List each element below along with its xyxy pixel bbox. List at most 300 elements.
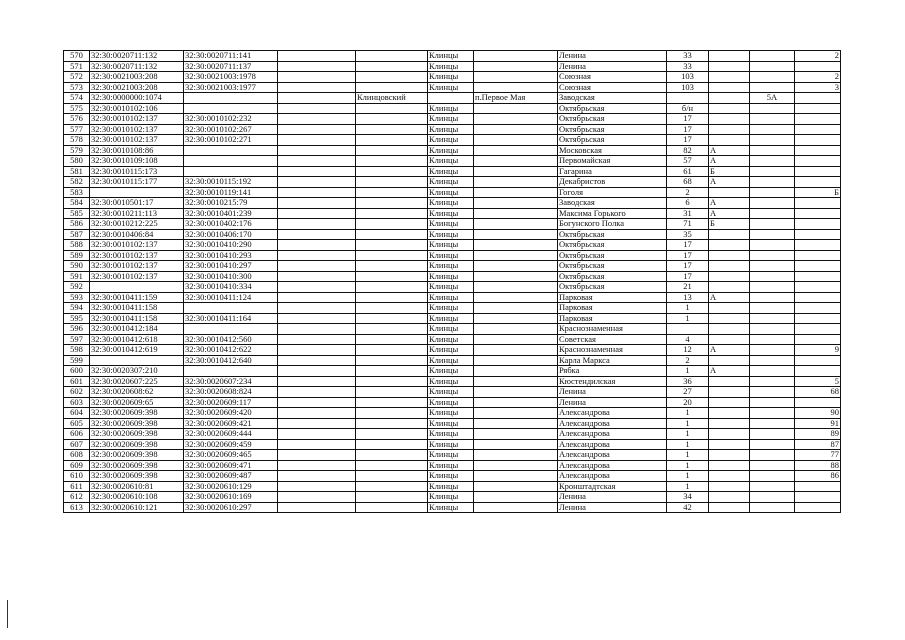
cell-house-number: 17 [667,114,709,125]
cell-house-number: 17 [667,135,709,146]
cell-building [750,219,795,230]
cell-empty-column [278,397,356,408]
cell-city: Клинцы [428,145,474,156]
cell-building [750,481,795,492]
cell-house-letter: А [709,345,750,356]
cell-street: Первомайская [558,156,667,167]
cell-sub-cadastral-number: 32:30:0010406:170 [184,229,278,240]
cell-settlement [474,313,558,324]
cell-sub-cadastral-number: 32:30:0010102:267 [184,124,278,135]
cell-district [356,229,428,240]
cell-cadastral-number: 32:30:0000000:1074 [90,93,184,104]
cell-district [356,397,428,408]
cell-house-number: 33 [667,51,709,62]
cell-settlement [474,261,558,272]
cell-house-number: 68 [667,177,709,188]
cell-house-letter [709,271,750,282]
cell-district [356,51,428,62]
cell-district [356,502,428,513]
cell-row-number: 608 [64,450,90,461]
cell-empty-column [278,103,356,114]
cell-row-number: 603 [64,397,90,408]
cell-house-number: 1 [667,460,709,471]
cell-sub-cadastral-number: 32:30:0020610:129 [184,481,278,492]
cell-district [356,219,428,230]
cell-building [750,103,795,114]
cell-city: Клинцы [428,282,474,293]
cell-cadastral-number: 32:30:0010109:108 [90,156,184,167]
cell-house-letter [709,229,750,240]
cell-sub-cadastral-number: 32:30:0010401:239 [184,208,278,219]
register-table [63,50,841,513]
cell-building [750,429,795,440]
cell-row-number: 573 [64,82,90,93]
cell-settlement [474,229,558,240]
cell-city: Клинцы [428,61,474,72]
cell-empty-column [278,460,356,471]
cell-street: Максима Горького [558,208,667,219]
cell-sub-cadastral-number: 32:30:0020610:169 [184,492,278,503]
cell-settlement [474,250,558,261]
cell-row-number: 579 [64,145,90,156]
cell-row-number: 581 [64,166,90,177]
cell-street: Богунского Полка [558,219,667,230]
cell-settlement [474,408,558,419]
cell-house-number: 12 [667,345,709,356]
cell-sub-cadastral-number: 32:30:0010102:271 [184,135,278,146]
cell-street: Рябка [558,366,667,377]
table-row [64,460,841,471]
cell-extra [795,103,841,114]
cell-building [750,439,795,450]
cell-settlement: п.Первое Мая [474,93,558,104]
cell-cadastral-number: 32:30:0010115:177 [90,177,184,188]
cell-sub-cadastral-number: 32:30:0010115:192 [184,177,278,188]
cell-empty-column [278,387,356,398]
cell-building [750,61,795,72]
cell-house-letter [709,439,750,450]
cell-sub-cadastral-number: 32:30:0020711:137 [184,61,278,72]
cell-cadastral-number: 32:30:0010211:113 [90,208,184,219]
cell-cadastral-number [90,282,184,293]
table-row [64,145,841,156]
cell-building [750,250,795,261]
cell-settlement [474,198,558,209]
cell-house-number: 4 [667,334,709,345]
cell-extra [795,481,841,492]
cell-extra: 90 [795,408,841,419]
cell-extra: 3 [795,82,841,93]
cell-city: Клинцы [428,208,474,219]
cell-row-number: 601 [64,376,90,387]
table-row [64,376,841,387]
cell-city: Клинцы [428,177,474,188]
table-row [64,156,841,167]
cell-city: Клинцы [428,303,474,314]
cell-building [750,387,795,398]
cell-house-letter [709,72,750,83]
cell-district [356,114,428,125]
cell-district [356,345,428,356]
cell-empty-column [278,261,356,272]
cell-extra [795,145,841,156]
cell-cadastral-number: 32:30:0020609:398 [90,418,184,429]
cell-house-letter: А [709,156,750,167]
cell-extra: 2 [795,72,841,83]
cell-empty-column [278,502,356,513]
cell-row-number: 591 [64,271,90,282]
cell-building [750,376,795,387]
cell-house-letter [709,408,750,419]
cell-street: Октябрьская [558,282,667,293]
cell-house-letter [709,481,750,492]
cell-empty-column [278,82,356,93]
cell-city: Клинцы [428,397,474,408]
cell-house-number: 36 [667,376,709,387]
cell-house-number [667,93,709,104]
cell-row-number: 576 [64,114,90,125]
cell-building [750,366,795,377]
cell-settlement [474,345,558,356]
cell-cadastral-number [90,187,184,198]
cell-house-number: 1 [667,439,709,450]
cell-house-number: 1 [667,408,709,419]
cell-street: Александрова [558,408,667,419]
cell-row-number: 575 [64,103,90,114]
cell-extra [795,240,841,251]
cell-extra: 89 [795,429,841,440]
cell-empty-column [278,471,356,482]
cell-settlement [474,387,558,398]
cell-sub-cadastral-number: 32:30:0010215:79 [184,198,278,209]
cell-empty-column [278,166,356,177]
cell-row-number: 602 [64,387,90,398]
cell-city: Клинцы [428,418,474,429]
cell-row-number: 589 [64,250,90,261]
cell-sub-cadastral-number: 32:30:0010119:141 [184,187,278,198]
cell-building [750,261,795,272]
table-row [64,355,841,366]
cell-sub-cadastral-number: 32:30:0010410:334 [184,282,278,293]
cell-district [356,418,428,429]
cell-city: Клинцы [428,481,474,492]
cell-street: Парковая [558,292,667,303]
cell-street: Кронштадтская [558,481,667,492]
cell-empty-column [278,282,356,293]
cell-settlement [474,429,558,440]
cell-sub-cadastral-number: 32:30:0010410:293 [184,250,278,261]
cell-district [356,135,428,146]
cell-city: Клинцы [428,355,474,366]
cell-street: Александрова [558,418,667,429]
cell-city: Клинцы [428,439,474,450]
cell-house-number: 20 [667,397,709,408]
cell-extra [795,156,841,167]
cell-row-number: 596 [64,324,90,335]
cell-row-number: 570 [64,51,90,62]
cell-cadastral-number: 32:30:0010102:137 [90,271,184,282]
cell-extra [795,324,841,335]
cell-street: Александрова [558,471,667,482]
cell-cadastral-number: 32:30:0020610:81 [90,481,184,492]
cell-street: Гоголя [558,187,667,198]
cell-sub-cadastral-number [184,303,278,314]
cell-building [750,51,795,62]
cell-empty-column [278,198,356,209]
cell-street: Карла Маркса [558,355,667,366]
cell-cadastral-number: 32:30:0021003:208 [90,72,184,83]
cell-city: Клинцы [428,114,474,125]
table-row [64,250,841,261]
table-row [64,93,841,104]
cell-extra: 87 [795,439,841,450]
cell-cadastral-number: 32:30:0020609:398 [90,408,184,419]
cell-row-number: 587 [64,229,90,240]
cell-house-number: 1 [667,450,709,461]
cell-sub-cadastral-number [184,103,278,114]
cell-cadastral-number: 32:30:0020610:108 [90,492,184,503]
table-row [64,208,841,219]
cell-city: Клинцы [428,334,474,345]
cell-cadastral-number: 32:30:0010411:159 [90,292,184,303]
cell-empty-column [278,345,356,356]
cell-building [750,397,795,408]
cell-extra: 5 [795,376,841,387]
cell-district [356,124,428,135]
cell-house-number: 17 [667,261,709,272]
cell-street: Ленина [558,502,667,513]
cell-house-number: 31 [667,208,709,219]
cell-empty-column [278,135,356,146]
cell-house-letter: А [709,198,750,209]
table-row [64,219,841,230]
cell-city: Клинцы [428,292,474,303]
cell-empty-column [278,418,356,429]
cell-house-letter [709,124,750,135]
cell-house-letter [709,187,750,198]
cell-cadastral-number: 32:30:0020608:62 [90,387,184,398]
cell-house-letter: А [709,292,750,303]
cell-house-number [667,324,709,335]
table-row [64,61,841,72]
cell-empty-column [278,303,356,314]
cell-extra [795,124,841,135]
cell-house-letter [709,334,750,345]
cell-street: Союзная [558,82,667,93]
cell-sub-cadastral-number: 32:30:0020609:421 [184,418,278,429]
table-row [64,450,841,461]
cell-cadastral-number: 32:30:0010102:137 [90,240,184,251]
cell-sub-cadastral-number: 32:30:0010411:164 [184,313,278,324]
cell-cadastral-number: 32:30:0020609:65 [90,397,184,408]
cell-settlement [474,502,558,513]
cell-settlement [474,103,558,114]
cell-district [356,208,428,219]
cell-city: Клинцы [428,135,474,146]
cell-house-number: 71 [667,219,709,230]
cell-city: Клинцы [428,387,474,398]
cell-empty-column [278,208,356,219]
cell-street: Парковая [558,313,667,324]
cell-district [356,145,428,156]
cell-empty-column [278,366,356,377]
cell-building [750,187,795,198]
cell-row-number: 592 [64,282,90,293]
cell-row-number: 577 [64,124,90,135]
cell-row-number: 605 [64,418,90,429]
table-row [64,429,841,440]
cell-district [356,250,428,261]
cell-cadastral-number: 32:30:0010102:137 [90,135,184,146]
cell-building [750,166,795,177]
cell-house-number: 42 [667,502,709,513]
cell-empty-column [278,271,356,282]
cell-district [356,261,428,272]
cell-building [750,408,795,419]
cell-settlement [474,219,558,230]
table-row [64,72,841,83]
cell-empty-column [278,124,356,135]
cell-building [750,334,795,345]
cell-cadastral-number: 32:30:0020307:210 [90,366,184,377]
cell-cadastral-number: 32:30:0021003:208 [90,82,184,93]
cell-sub-cadastral-number: 32:30:0021003:1977 [184,82,278,93]
cell-building [750,82,795,93]
cell-sub-cadastral-number: 32:30:0021003:1978 [184,72,278,83]
cell-cadastral-number: 32:30:0010411:158 [90,303,184,314]
cell-building [750,282,795,293]
cell-house-letter [709,282,750,293]
cell-house-number: 57 [667,156,709,167]
cell-house-letter [709,303,750,314]
cell-street: Советская [558,334,667,345]
cell-district: Клинцовский [356,93,428,104]
cell-building [750,156,795,167]
cell-row-number: 586 [64,219,90,230]
cell-empty-column [278,93,356,104]
cell-row-number: 597 [64,334,90,345]
cell-district [356,166,428,177]
cell-settlement [474,240,558,251]
cell-empty-column [278,240,356,251]
cell-city: Клинцы [428,376,474,387]
cell-city: Клинцы [428,429,474,440]
cell-settlement [474,418,558,429]
cell-empty-column [278,61,356,72]
cell-cadastral-number: 32:30:0010412:184 [90,324,184,335]
cell-building [750,345,795,356]
cell-building [750,198,795,209]
cell-extra: 68 [795,387,841,398]
cell-city: Клинцы [428,502,474,513]
cell-row-number: 588 [64,240,90,251]
cell-house-letter [709,502,750,513]
cell-house-letter [709,460,750,471]
cell-settlement [474,166,558,177]
cell-building [750,313,795,324]
cell-row-number: 594 [64,303,90,314]
cell-house-number: 61 [667,166,709,177]
cell-street: Парковая [558,303,667,314]
table-row [64,240,841,251]
cell-street: Краснознаменная [558,345,667,356]
cell-settlement [474,292,558,303]
cell-house-letter [709,261,750,272]
cell-district [356,376,428,387]
cell-street: Александрова [558,460,667,471]
cell-street: Александрова [558,450,667,461]
cell-sub-cadastral-number: 32:30:0020609:471 [184,460,278,471]
cell-settlement [474,124,558,135]
cell-cadastral-number: 32:30:0020609:398 [90,429,184,440]
cell-extra: 88 [795,460,841,471]
cell-street: Декабристов [558,177,667,188]
cell-empty-column [278,187,356,198]
cell-district [356,313,428,324]
cell-row-number: 585 [64,208,90,219]
cell-district [356,450,428,461]
cell-street: Краснознаменная [558,324,667,335]
cell-sub-cadastral-number: 32:30:0020609:444 [184,429,278,440]
cell-settlement [474,135,558,146]
cell-street: Октябрьская [558,261,667,272]
cell-settlement [474,471,558,482]
cell-cadastral-number: 32:30:0020711:132 [90,51,184,62]
cell-settlement [474,145,558,156]
cell-cadastral-number: 32:30:0010411:158 [90,313,184,324]
cell-building [750,229,795,240]
cell-cadastral-number: 32:30:0020609:398 [90,460,184,471]
cell-row-number: 600 [64,366,90,377]
cell-street: Александрова [558,429,667,440]
cell-extra: 9 [795,345,841,356]
cell-house-number: 27 [667,387,709,398]
cell-sub-cadastral-number: 32:30:0010402:176 [184,219,278,230]
table-row [64,397,841,408]
cell-row-number: 612 [64,492,90,503]
cell-district [356,177,428,188]
cell-settlement [474,82,558,93]
cell-house-letter [709,250,750,261]
cell-extra [795,177,841,188]
cell-empty-column [278,355,356,366]
cell-street: Ленина [558,492,667,503]
cell-settlement [474,492,558,503]
cell-extra [795,208,841,219]
cell-empty-column [278,334,356,345]
cell-house-number: 1 [667,313,709,324]
cell-sub-cadastral-number [184,324,278,335]
cell-house-letter [709,450,750,461]
cell-extra: 86 [795,471,841,482]
cell-settlement [474,334,558,345]
cell-city: Клинцы [428,471,474,482]
table-row [64,135,841,146]
cell-empty-column [278,51,356,62]
cell-street: Октябрьская [558,135,667,146]
cell-city: Клинцы [428,51,474,62]
cell-house-letter [709,61,750,72]
cell-empty-column [278,177,356,188]
cell-extra [795,93,841,104]
cell-cadastral-number: 32:30:0010412:618 [90,334,184,345]
cell-city: Клинцы [428,72,474,83]
cell-city: Клинцы [428,103,474,114]
cell-city: Клинцы [428,198,474,209]
cell-settlement [474,271,558,282]
table-row [64,166,841,177]
cell-district [356,72,428,83]
